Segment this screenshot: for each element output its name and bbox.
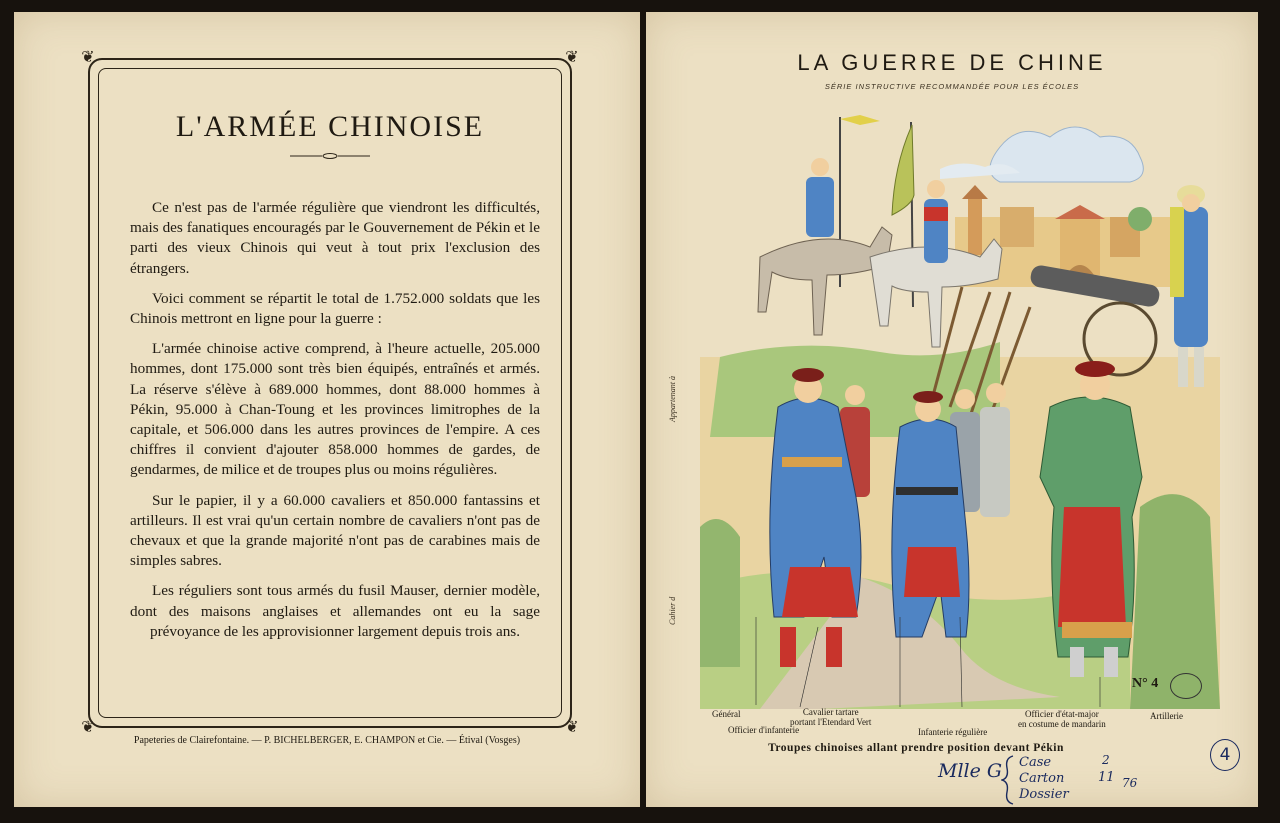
right-page xyxy=(646,12,1258,807)
corner-ornament-icon: ❦ xyxy=(81,49,95,66)
paragraph: Les réguliers sont tous armés du fusil Mauser, dernier modèle, dont des maisons anglaises et allemandes ont eu la sage prévoyance de les approvisionner largement depuis trois ans. xyxy=(130,582,540,640)
figure-label-staff-officer xyxy=(1018,709,1106,729)
handwritten-list-item: Case xyxy=(1019,755,1052,770)
handwritten-page-number: 4 xyxy=(1210,739,1240,771)
corner-ornament-icon: ❦ xyxy=(565,49,579,66)
illustration-caption: Troupes chinoises allant prendre position devant Pékin xyxy=(768,742,1064,754)
handwritten-number: 2 xyxy=(1102,753,1110,767)
handwritten-list-item: Carton xyxy=(1019,771,1065,786)
corner-ornament-icon: ❦ xyxy=(565,719,579,736)
paragraph: Ce n'est pas de l'armée régulière que viendront les difficultés, mais des fanatiques encouragés par le Gouvernement de Pékin et le parti des vieux Chinois qui veut à tout prix l'exclusion des étrangers. xyxy=(130,199,540,277)
figure-label-line: en costume de mandarin xyxy=(1018,719,1106,729)
chinese-troops-illustration xyxy=(700,107,1220,709)
figure-label-tartar-cavalryman xyxy=(790,707,871,727)
figure-label-artillery: Artillerie xyxy=(1150,711,1183,721)
corner-ornament-icon: ❦ xyxy=(81,719,95,736)
figure-label-line: Cavalier tartare xyxy=(802,707,859,717)
figure-label-line: Officier d'état-major xyxy=(1025,709,1099,719)
article-body xyxy=(130,198,540,652)
owner-label: Appartenant à xyxy=(668,376,677,422)
figure-label-general: Général xyxy=(712,709,741,719)
cover-title: LA GUERRE DE CHINE xyxy=(797,50,1107,75)
notebook-label: Cahier d xyxy=(668,596,677,625)
handwritten-number: 11 xyxy=(1098,770,1115,785)
ornamental-border xyxy=(81,49,579,736)
page-title: L'ARMÉE CHINOISE xyxy=(175,110,485,143)
left-page xyxy=(14,12,640,807)
paragraph: Voici comment se répartit le total de 1.752.000 soldats que les Chinois mettront en ligne pour la guerre : xyxy=(130,289,540,328)
figure-label-infantry-officer: Officier d'infanterie xyxy=(728,725,800,735)
title-divider-ornament-icon xyxy=(290,152,370,160)
handwritten-note: Mlle G xyxy=(938,760,1003,782)
plate-number: N° 4 xyxy=(1132,676,1159,691)
handwritten-brace-icon xyxy=(1001,754,1015,806)
library-stamp-icon xyxy=(1170,673,1202,699)
figure-label-line: portant l'Etendard Vert xyxy=(790,717,872,727)
handwritten-list-item: Dossier xyxy=(1019,787,1069,802)
paragraph: Sur le papier, il y a 60.000 cavaliers et 850.000 fantassins et artilleurs. Il est vrai qu'un certain nombre de cavaliers n'ont pas de chevaux et que la grande majorité n'ont pas de carabines mais de simples sabres. xyxy=(130,491,540,570)
handwritten-number: 76 xyxy=(1122,776,1138,790)
publisher-footer: Papeteries de Clairefontaine. — P. BICHELBERGER, E. CHAMPON et Cie. — Étival (Vosges) xyxy=(133,735,521,746)
cover-subtitle: SÉRIE INSTRUCTIVE RECOMMANDÉE POUR LES ÉCOLES xyxy=(824,82,1080,91)
figure-label-regular-infantry: Infanterie régulière xyxy=(918,727,988,737)
paragraph: L'armée chinoise active comprend, à l'heure actuelle, 205.000 hommes, dont 175.000 sont très bien équipés, entraînés et armés. La réserve s'élève à 689.000 hommes, dont 88.000 hommes à Pékin, 95.000 à Chan-Toung et les provinces limitrophes de la capitale, et 506.000 dans les autres provinces de l'empire. A ces chiffres il convient d'ajouter 858.000 hommes de gardes, de gendarmes, de milice et de troupes plus ou moins régulières. xyxy=(130,340,540,479)
